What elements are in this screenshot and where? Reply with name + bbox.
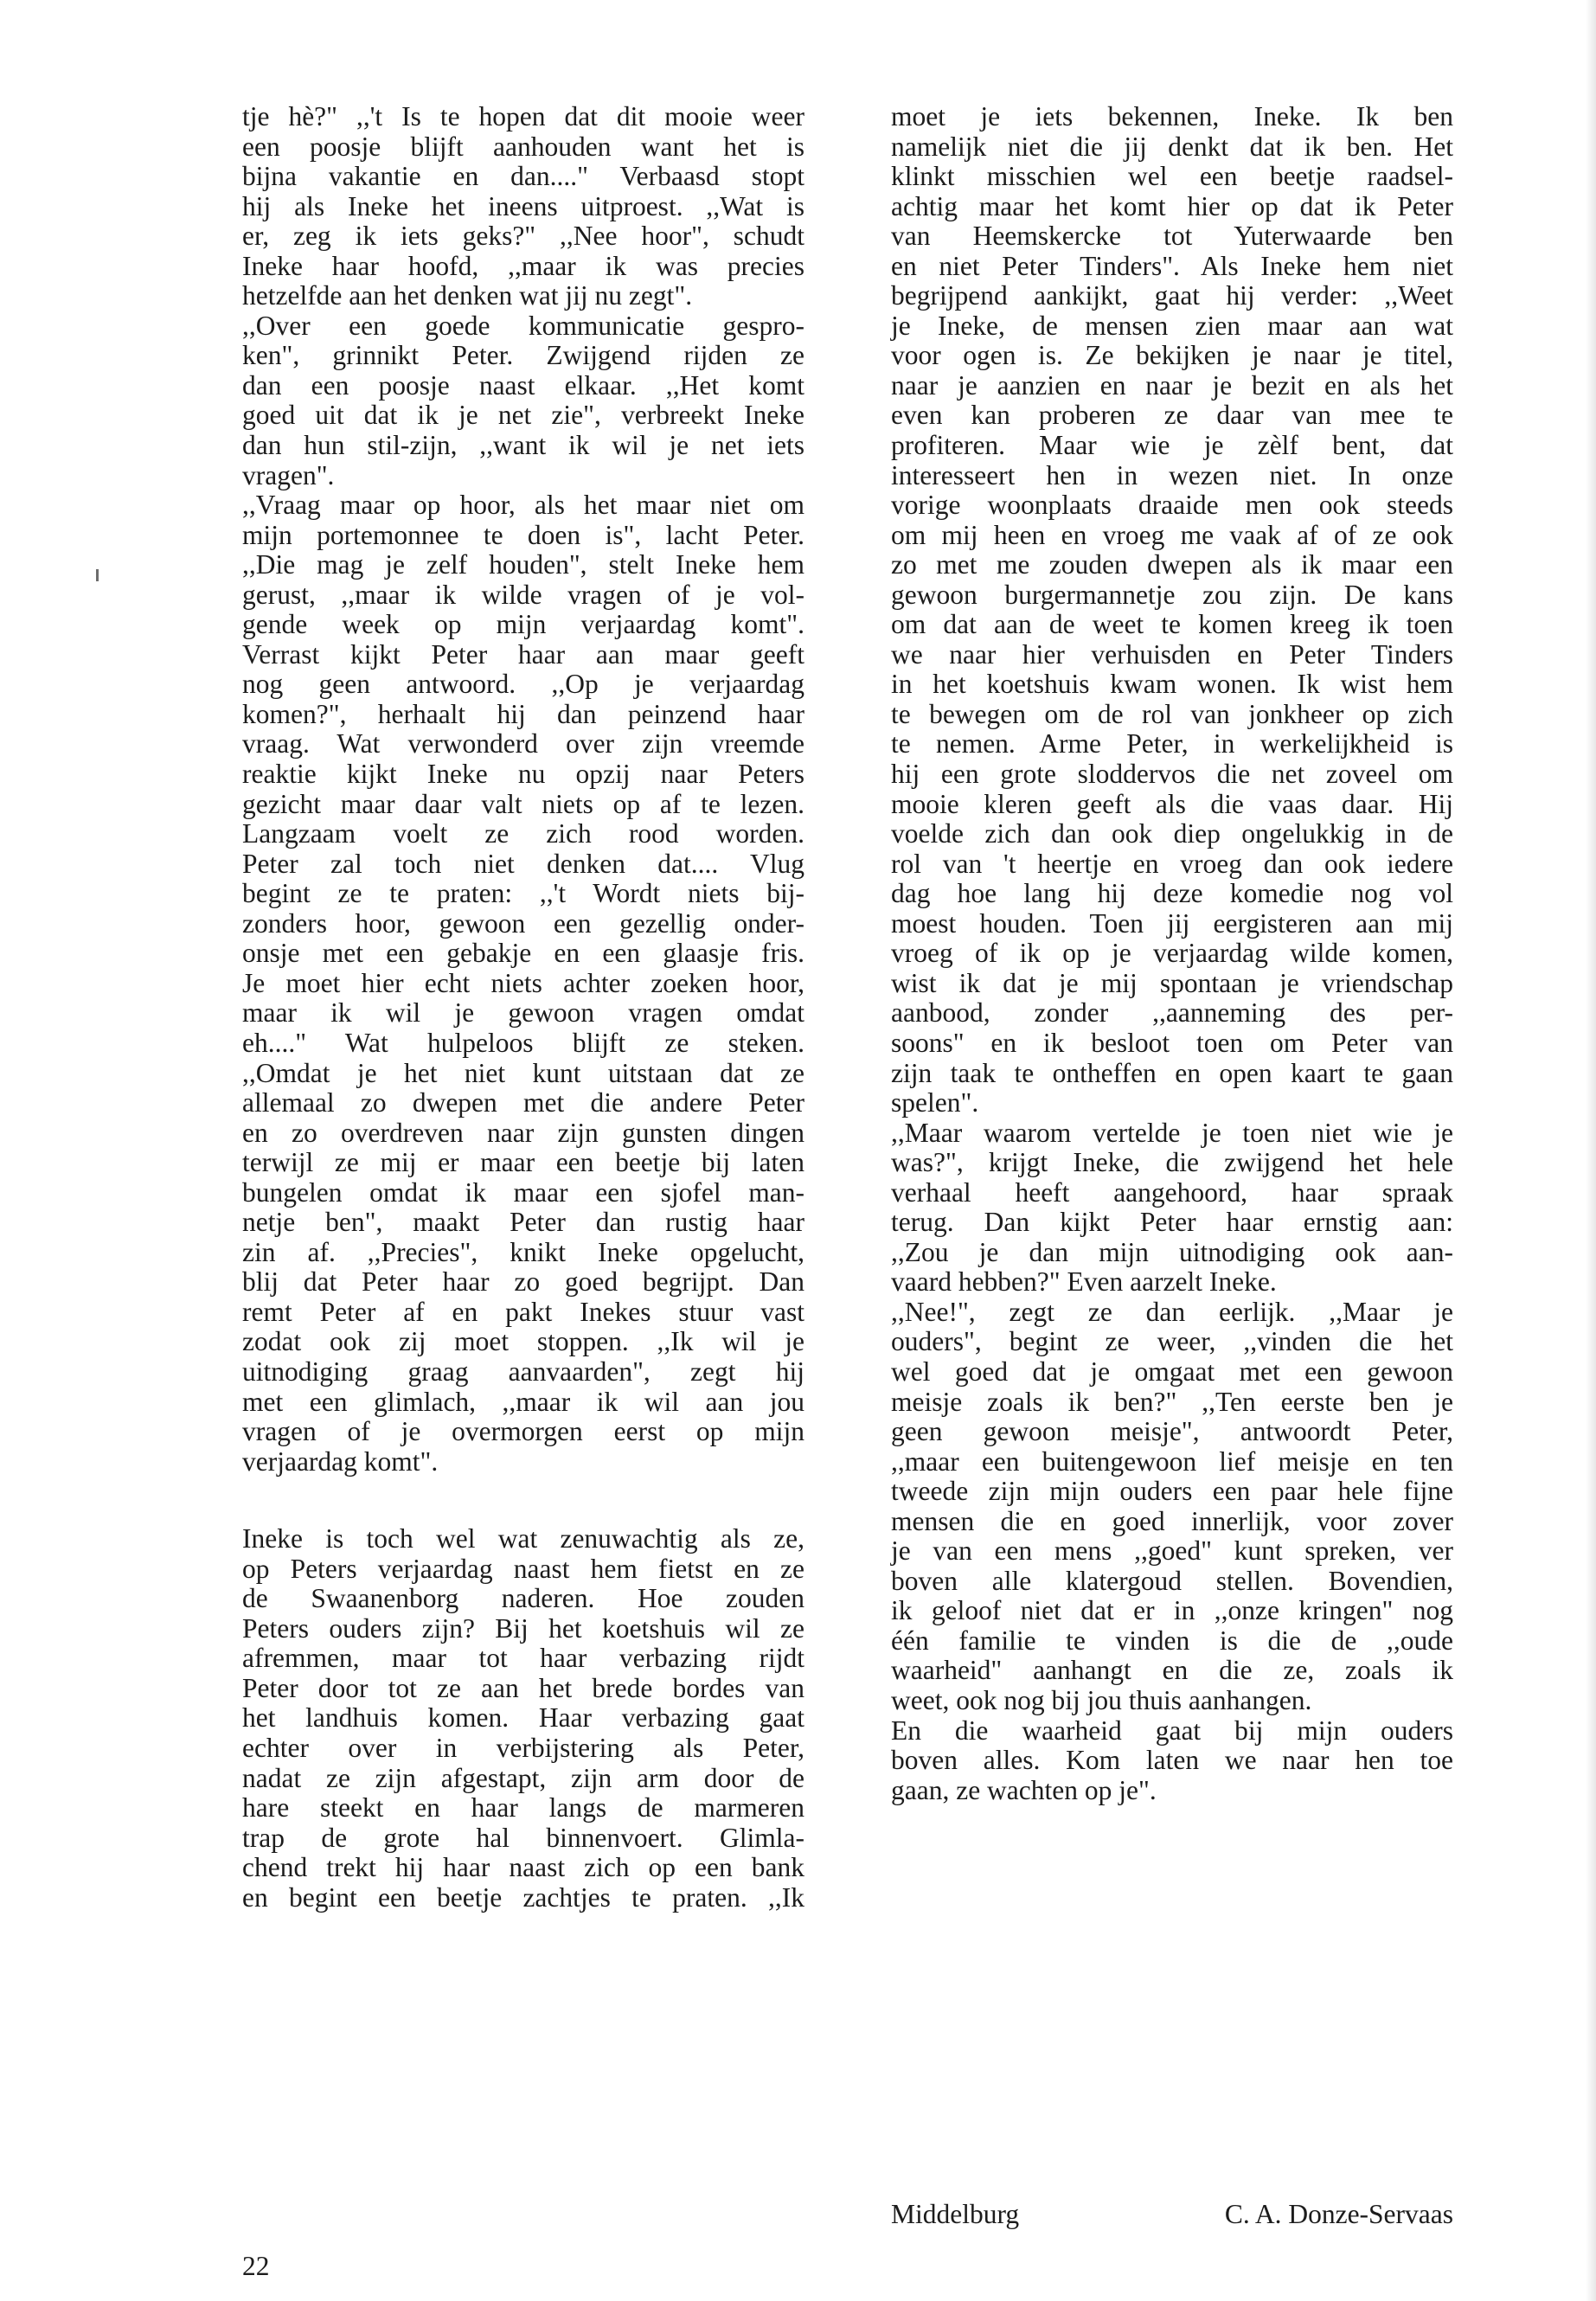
text-line: ,,Over een goede kommunicatie gespro- <box>242 310 804 341</box>
text-line: ken", grinnikt Peter. Zwijgend rijden ze <box>242 340 804 371</box>
text-line: En die waarheid gaat bij mijn ouders <box>891 1715 1453 1746</box>
text-line: Peter zal toch niet denken dat.... Vlug <box>242 848 804 879</box>
text-line: met een glimlach, ,,maar ik wil aan jou <box>242 1386 804 1417</box>
text-line: ,,maar een buitengewoon lief meisje en ten <box>891 1445 1453 1477</box>
text-line: goed uit dat ik je net zie", verbreekt Ineke <box>242 400 804 431</box>
text-line: je van een mens ,,goed" kunt spreken, ver <box>891 1535 1453 1567</box>
text-line: vraag. Wat verwonderd over zijn vreemde <box>242 728 804 760</box>
text-line: mensen die en goed innerlijk, voor zover <box>891 1505 1453 1536</box>
text-line: vroeg of ik op je verjaardag wilde komen, <box>891 938 1453 969</box>
text-line: klinkt misschien wel een beetje raadsel- <box>891 161 1453 192</box>
text-line: tweede zijn mijn ouders een paar hele fijne <box>891 1476 1453 1507</box>
text-line: even kan proberen ze daar van mee te <box>891 400 1453 431</box>
text-line: Langzaam voelt ze zich rood worden. <box>242 818 804 849</box>
text-line: wist ik dat je mij spontaan je vriendschap <box>891 967 1453 998</box>
text-line: hij als Ineke het ineens uitproest. ,,Wat is <box>242 190 804 221</box>
text-line: er, zeg ik iets geks?" ,,Nee hoor", schudt <box>242 221 804 252</box>
text-line: we naar hier verhuisden en Peter Tinders <box>891 638 1453 670</box>
text-line: naar je aanzien en naar je bezit en als het <box>891 369 1453 401</box>
text-line: remt Peter af en pakt Inekes stuur vast <box>242 1296 804 1327</box>
text-line: weet, ook nog bij jou thuis aanhangen. <box>891 1684 1312 1715</box>
text-line: vorige woonplaats draaide men ook steeds <box>891 490 1453 521</box>
text-line: gewoon burgermannetje zou zijn. De kans <box>891 579 1453 610</box>
text-line: Peter door tot ze aan het brede bordes van <box>242 1672 804 1703</box>
text-line: terug. Dan kijkt Peter haar ernstig aan: <box>891 1207 1453 1238</box>
text-line: mijn portemonnee te doen is", lacht Peter. <box>242 519 804 550</box>
text-line: zin af. ,,Precies", knikt Ineke opgelucht, <box>242 1236 804 1267</box>
right-text-column <box>891 102 1453 1805</box>
text-line: voor ogen is. Ze bekijken je naar je titel, <box>891 340 1453 371</box>
text-line: reaktie kijkt Ineke nu opzij naar Peters <box>242 759 804 790</box>
text-line: dan een poosje naast elkaar. ,,Het komt <box>242 369 804 401</box>
text-line: hare steekt en haar langs de marmeren <box>242 1792 804 1823</box>
text-line: dag hoe lang hij deze komedie nog vol <box>891 878 1453 909</box>
text-line: vragen". <box>242 459 335 490</box>
signature-author: C. A. Donze-Servaas <box>1224 2199 1453 2229</box>
text-line: terwijl ze mij er maar een beetje bij laten <box>242 1147 804 1178</box>
text-line: geen gewoon meisje", antwoordt Peter, <box>891 1416 1453 1447</box>
text-line: profiteren. Maar wie je zèlf bent, dat <box>891 430 1453 461</box>
text-line: hetzelfde aan het denken wat jij nu zegt". <box>242 280 693 311</box>
text-line: ,,Zou je dan mijn uitnodiging ook aan- <box>891 1236 1453 1267</box>
text-line: ,,Nee!", zegt ze dan eerlijk. ,,Maar je <box>891 1296 1453 1327</box>
signature-place: Middelburg <box>891 2199 1020 2229</box>
text-line: interesseert hen in wezen niet. In onze <box>891 459 1453 490</box>
text-line: Verrast kijkt Peter haar aan maar geeft <box>242 638 804 670</box>
text-line: netje ben", maakt Peter dan rustig haar <box>242 1207 804 1238</box>
text-line: echter over in verbijstering als Peter, <box>242 1732 804 1763</box>
text-line: één familie te vinden is die de ,,oude <box>891 1625 1453 1656</box>
text-line: en niet Peter Tinders". Als Ineke hem niet <box>891 250 1453 281</box>
text-line: aanbood, zonder ,,aanneming des per- <box>891 997 1453 1029</box>
text-line: hij een grote sloddervos die net zoveel om <box>891 759 1453 790</box>
margin-mark <box>96 569 99 581</box>
text-line: gende week op mijn verjaardag komt". <box>242 609 804 640</box>
text-line: ,,Maar waarom vertelde je toen niet wie je <box>891 1117 1453 1148</box>
text-line: gaan, ze wachten op je". <box>891 1774 1157 1805</box>
text-line: afremmen, maar tot haar verbazing rijdt <box>242 1643 804 1674</box>
text-line: namelijk niet die jij denkt dat ik ben. Het <box>891 131 1453 162</box>
text-line: ik geloof niet dat er in ,,onze kringen" nog <box>891 1595 1453 1626</box>
text-line: onsje met een gebakje en een glaasje fris. <box>242 938 804 969</box>
text-line: Je moet hier echt niets achter zoeken hoor, <box>242 967 804 998</box>
text-line: begrijpend aankijkt, gaat hij verder: ,,Weet <box>891 280 1453 311</box>
text-line: op Peters verjaardag naast hem fietst en ze <box>242 1553 804 1584</box>
text-line: in het koetshuis kwam wonen. Ik wist hem <box>891 669 1453 700</box>
text-line: moet je iets bekennen, Ineke. Ik ben <box>891 101 1453 131</box>
text-line: ,,Die mag je zelf houden", stelt Ineke hem <box>242 549 804 580</box>
text-line: verhaal heeft aangehoord, haar spraak <box>891 1176 1453 1208</box>
text-line: mooie kleren geeft als die vaas daar. Hij <box>891 788 1453 819</box>
text-line: vragen of je overmorgen eerst op mijn <box>242 1416 804 1447</box>
text-line: en zo overdreven naar zijn gunsten dingen <box>242 1117 804 1148</box>
text-line: moest houden. Toen jij eergisteren aan mij <box>891 907 1453 939</box>
text-line: zonders hoor, gewoon een gezellig onder- <box>242 907 804 939</box>
text-line: en begint een beetje zachtjes te praten. ,,Ik <box>242 1881 804 1913</box>
text-line: rol van 't heertje en vroeg dan ook iedere <box>891 848 1453 879</box>
text-line: zo met me zouden dwepen als ik maar een <box>891 549 1453 580</box>
text-line: boven alles. Kom laten we naar hen toe <box>891 1745 1453 1776</box>
text-line: ,,Omdat je het niet kunt uitstaan dat ze <box>242 1057 804 1088</box>
text-line: ouders", begint ze weer, ,,vinden die het <box>891 1326 1453 1357</box>
text-line: te bewegen om de rol van jonkheer op zich <box>891 698 1453 729</box>
text-line: bungelen omdat ik maar een sjofel man- <box>242 1176 804 1208</box>
text-line: chend trekt hij haar naast zich op een bank <box>242 1852 804 1883</box>
text-line: wel goed dat je omgaat met een gewoon <box>891 1356 1453 1387</box>
text-line: komen?", herhaalt hij dan peinzend haar <box>242 698 804 729</box>
text-line: een poosje blijft aanhouden want het is <box>242 131 804 162</box>
text-line: spelen". <box>891 1087 979 1118</box>
left-text-column <box>242 102 804 1913</box>
text-line: tje hè?" ,,'t Is te hopen dat dit mooie weer <box>242 101 804 131</box>
text-line: te nemen. Arme Peter, in werkelijkheid is <box>891 728 1453 760</box>
text-line: voelde zich dan ook diep ongelukkig in de <box>891 818 1453 849</box>
text-line: waarheid" aanhangt en die ze, zoals ik <box>891 1655 1453 1686</box>
text-line: uitnodiging graag aanvaarden", zegt hij <box>242 1356 804 1387</box>
text-line: was?", krijgt Ineke, die zwijgend het hele <box>891 1147 1453 1178</box>
text-line: van Heemskercke tot Yuterwaarde ben <box>891 221 1453 252</box>
text-line: vaard hebben?" Even aarzelt Ineke. <box>891 1266 1277 1298</box>
text-line: begint ze te praten: ,,'t Wordt niets bij- <box>242 878 804 909</box>
text-line: nadat ze zijn afgestapt, zijn arm door de <box>242 1762 804 1793</box>
text-line: je Ineke, de mensen zien maar aan wat <box>891 310 1453 341</box>
text-line: Peters ouders zijn? Bij het koetshuis wil ze <box>242 1612 804 1644</box>
text-line: zodat ook zij moet stoppen. ,,Ik wil je <box>242 1326 804 1357</box>
text-line: maar ik wil je gewoon vragen omdat <box>242 997 804 1029</box>
signature <box>891 2197 1453 2232</box>
text-line: Ineke is toch wel wat zenuwachtig als ze, <box>242 1523 804 1554</box>
text-line: nog geen antwoord. ,,Op je verjaardag <box>242 669 804 700</box>
text-line: het landhuis komen. Haar verbazing gaat <box>242 1702 804 1734</box>
text-line: boven alle klatergoud stellen. Bovendien, <box>891 1565 1453 1596</box>
text-line: ,,Vraag maar op hoor, als het maar niet om <box>242 490 804 521</box>
text-line: meisje zoals ik ben?" ,,Ten eerste ben je <box>891 1386 1453 1417</box>
text-line: verjaardag komt". <box>242 1445 439 1477</box>
text-line: dan hun stil-zijn, ,,want ik wil je net iets <box>242 430 804 461</box>
text-line: bijna vakantie en dan...." Verbaasd stopt <box>242 161 804 192</box>
text-line: blij dat Peter haar zo goed begrijpt. Dan <box>242 1266 804 1298</box>
text-line: om dat aan de weet te komen kreeg ik toen <box>891 609 1453 640</box>
text-line: allemaal zo dwepen met die andere Peter <box>242 1087 804 1118</box>
text-line: trap de grote hal binnenvoert. Glimla- <box>242 1822 804 1853</box>
text-line: gezicht maar daar valt niets op af te lezen. <box>242 788 804 819</box>
text-line: gerust, ,,maar ik wilde vragen of je vol- <box>242 579 804 610</box>
text-line: zijn taak te ontheffen en open kaart te gaan <box>891 1057 1453 1088</box>
text-line: om mij heen en vroeg me vaak af of ze ook <box>891 519 1453 550</box>
page-number: 22 <box>242 2251 270 2281</box>
section-gap <box>242 1477 804 1524</box>
text-line: soons" en ik besloot toen om Peter van <box>891 1027 1453 1058</box>
text-line: Ineke haar hoofd, ,,maar ik was precies <box>242 250 804 281</box>
text-line: eh...." Wat hulpeloos blijft ze steken. <box>242 1027 804 1058</box>
text-line: de Swaanenborg naderen. Hoe zouden <box>242 1583 804 1614</box>
page-edge-shadow <box>1586 0 1596 2301</box>
text-line: achtig maar het komt hier op dat ik Peter <box>891 190 1453 221</box>
